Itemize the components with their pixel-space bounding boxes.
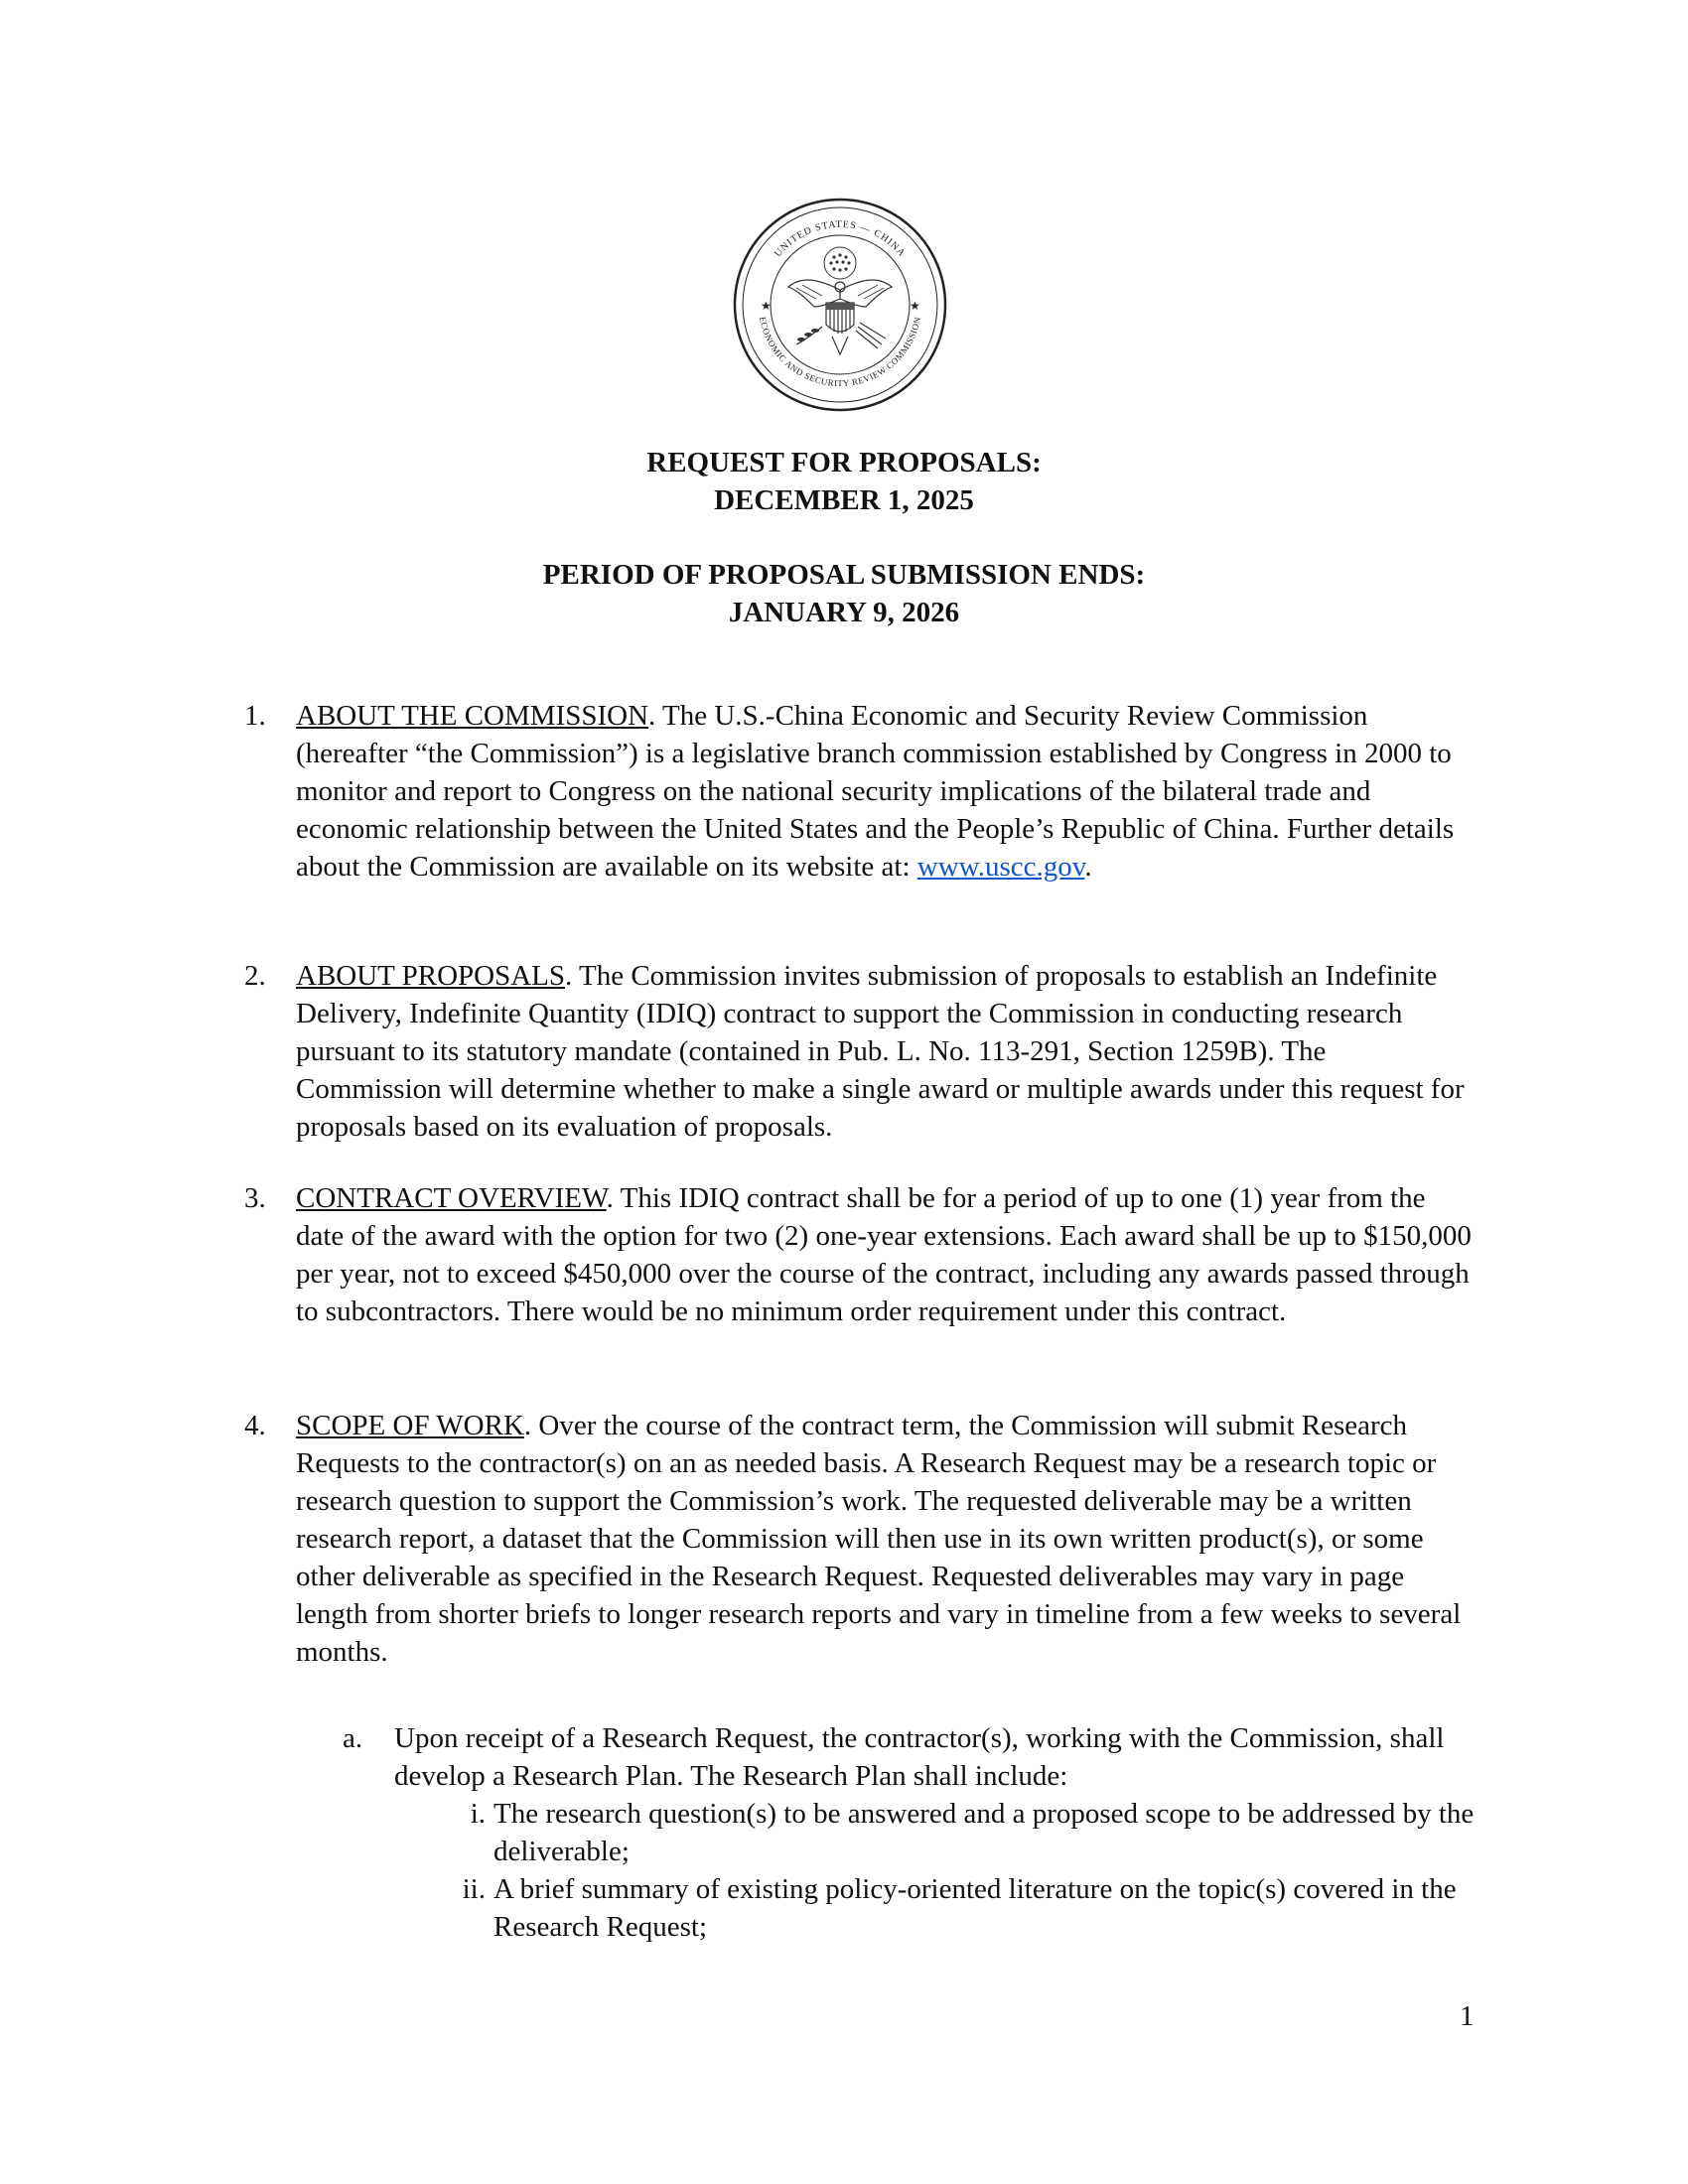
rfp-title: REQUEST FOR PROPOSALS: [646,447,1042,478]
seal-bottom-text: ECONOMIC AND SECURITY REVIEW COMMISSION [757,316,923,389]
section-heading: ABOUT PROPOSALS [296,960,566,992]
section-number: 4. [244,1410,266,1441]
section-scope-of-work [244,1407,1476,1671]
section-text-end: . [1084,851,1092,883]
section-number: 1. [244,700,266,732]
section-text: . This IDIQ contract shall be for a period of up to one (1) year from the date of the award with the option for two (2) one-year extensions. Each award shall be up to $150,000 per year, not to exceed $450,000 over the course of the contract, including any awards passed through to subcontractors. There would be no minimum order requirement under this contract. [296,1182,1472,1327]
section-about-commission [244,697,1476,886]
roman-item-ii [442,1870,1484,1946]
section-heading: CONTRACT OVERVIEW [296,1182,607,1214]
roman-item-number: i. [470,1798,486,1830]
deadline-title: PERIOD OF PROPOSAL SUBMISSION ENDS: [542,559,1146,591]
rfp-heading [0,444,1688,519]
commission-website-link[interactable]: www.uscc.gov [916,851,1085,883]
section-text: . The Commission invites submission of proposals to establish an Indefinite Delivery, Indefinite Quantity (IDIQ) contract to support the Commission in conducting research pursuant to its statutory mandate (contained in Pub. L. No. 113-291, Section 1259B). The Commission will determine whether to make a single award or multiple awards under this request for proposals based on its evaluation of proposals. [296,960,1465,1143]
deadline-heading [0,556,1688,631]
svg-text:★: ★ [910,299,920,313]
section-heading: ABOUT THE COMMISSION [296,700,649,732]
roman-item-number: ii. [462,1873,486,1905]
roman-item-i [442,1795,1484,1870]
roman-item-text: A brief summary of existing policy-oriented literature on the topic(s) covered in the Research Request; [493,1873,1457,1943]
rfp-date: DECEMBER 1, 2025 [714,484,974,516]
section-text: . The U.S.-China Economic and Security Review Commission (hereafter “the Commission”) is a legislative branch commission established by Congress in 2000 to monitor and report to Congress on the national security implications of the bilateral trade and economic relationship between the United States and the People’s Republic of China. Further details about the Commission are available on its website at: [296,700,1455,883]
section-number: 2. [244,960,266,992]
page-number: 1 [1460,2000,1475,2032]
section-text: . Over the course of the contract term, the Commission will submit Research Requests to the contractor(s) on an as needed basis. A Research Request may be a research topic or research question to support the Commission’s work. The requested deliverable may be a written research report, a dataset that the Commission will then use in its own written product(s), or some other deliverable as specified in the Research Request. Requested deliverables may vary in page length from shorter briefs to longer research reports and vary in timeline from a few weeks to several months. [296,1410,1462,1668]
commission-seal-icon [731,196,949,414]
section-about-proposals [244,957,1476,1146]
roman-item-text: The research question(s) to be answered and a proposed scope to be addressed by the deliverable; [493,1798,1475,1867]
section-heading: SCOPE OF WORK [296,1410,524,1441]
sub-item-a [343,1719,1484,1795]
seal-top-text: UNITED STATES — CHINA [773,218,908,260]
sub-item-text: Upon receipt of a Research Request, the contractor(s), working with the Commission, shall develop a Research Plan. The Research Plan shall include: [394,1722,1445,1792]
sub-item-number: a. [343,1722,363,1754]
section-contract-overview [244,1179,1476,1330]
deadline-date: JANUARY 9, 2026 [728,597,960,628]
section-number: 3. [244,1182,266,1214]
svg-text:★: ★ [761,299,772,313]
